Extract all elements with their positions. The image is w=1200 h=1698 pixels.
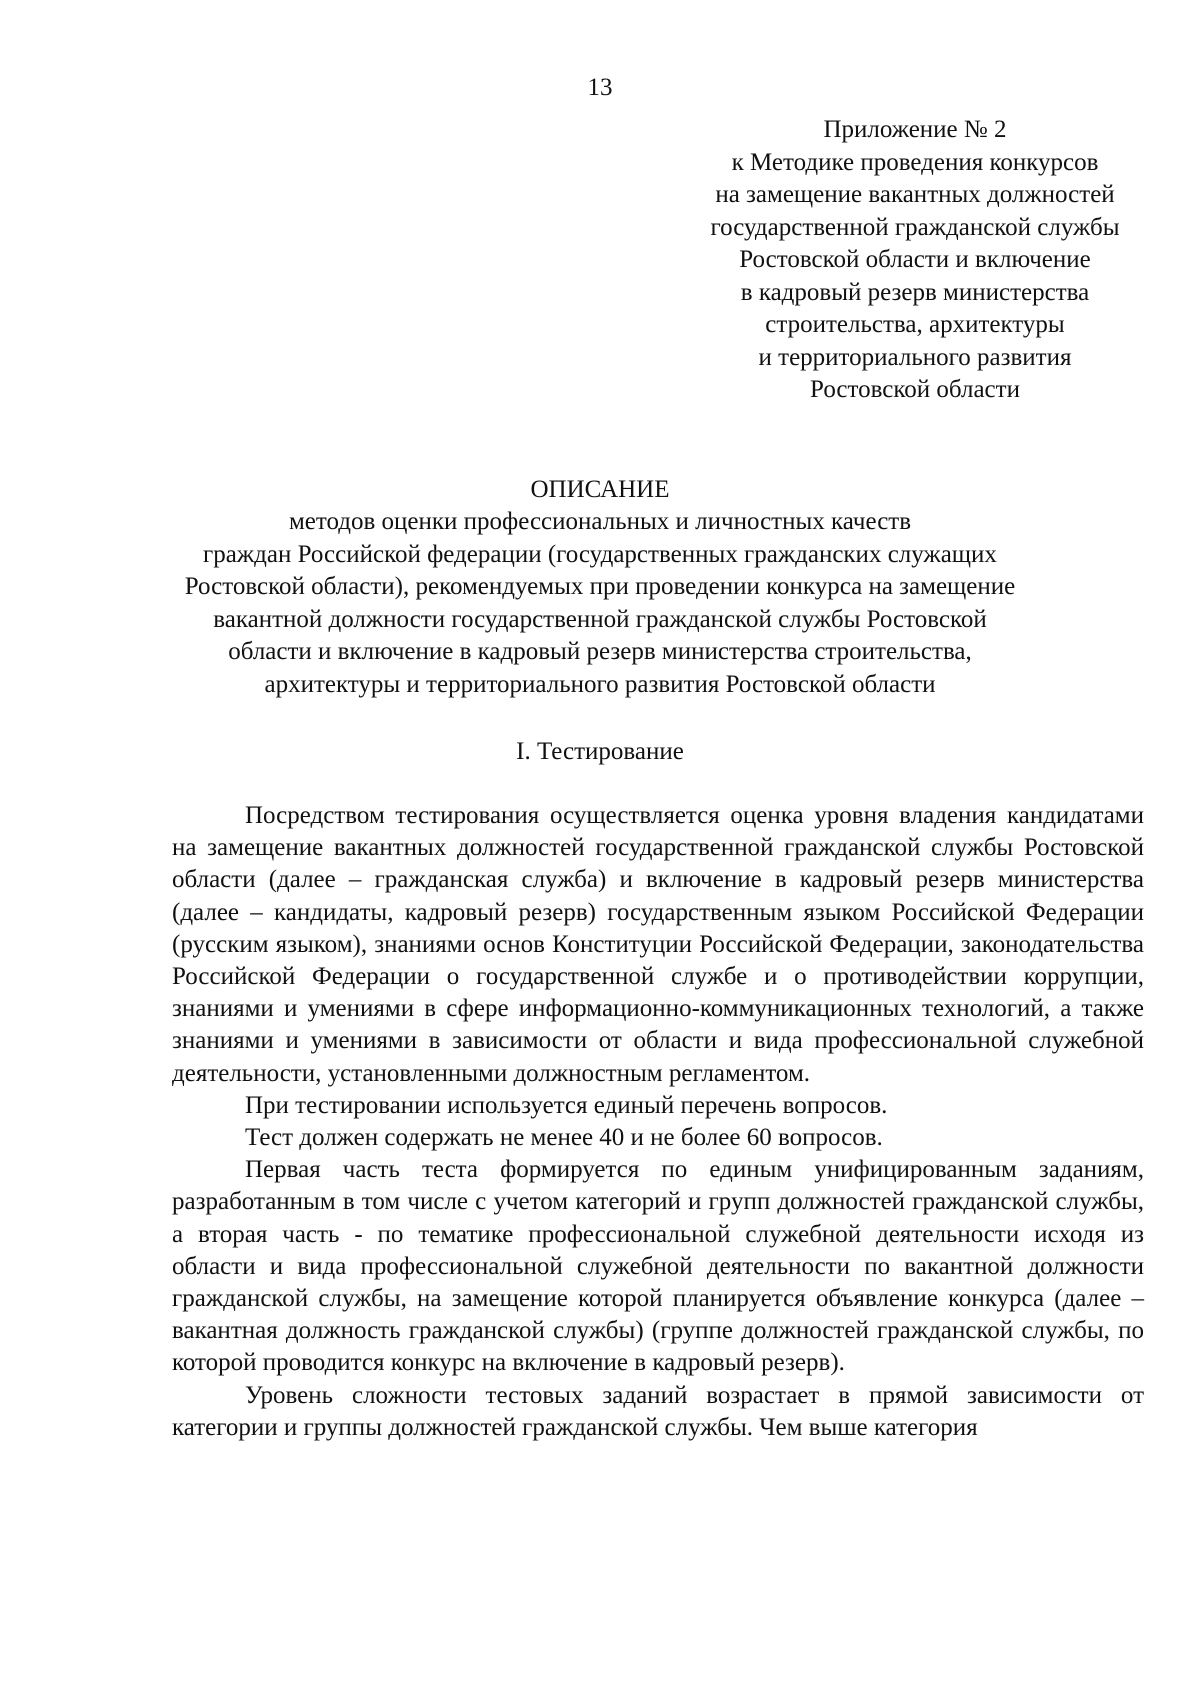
- subtitle-line: архитектуры и территориального развития Ростовской области: [264, 670, 936, 698]
- body-paragraph: Первая часть теста формируется по единым унифицированным заданиям, разработанным в том числе с учетом категорий и групп должностей гражданской службы, а вторая часть - по тематике профессиональной служебной деятельности исходя из области и вида профессиональной служебной деятельности по вакантной должности гражданской службы, на замещение которой планируется объявление конкурса (далее – вакантная должность гражданской службы) (группе должностей гражданской службы, по которой проводится конкурс на включение в кадровый резерв).: [172, 1156, 1144, 1377]
- body-paragraph: Посредством тестирования осуществляется оценка уровня владения кандидатами на замещение вакантных должностей государственной гражданской службы Ростовской области (далее – гражданская служба) и включение в кадровый резерв министерства (далее – кандидаты, кадровый резерв) государственным языком Российской Федерации (русским языком), знаниями основ Конституции Российской Федерации, законодательства Российской Федерации о государственной службе и о противодействии коррупции, знаниями и умениями в сфере информационно-коммуникационных технологий, а также знаниями и умениями в зависимости от области и вида профессиональной служебной деятельности, установленными должностным регламентом.: [172, 802, 1144, 1087]
- appendix-line: строительства, архитектуры: [765, 311, 1065, 338]
- body-paragraph: Тест должен содержать не менее 40 и не более 60 вопросов.: [245, 1124, 883, 1152]
- appendix-line: на замещение вакантных должностей: [715, 181, 1115, 208]
- appendix-line: государственной гражданской службы: [710, 213, 1120, 241]
- body-paragraph: Уровень сложности тестовых заданий возрастает в прямой зависимости от категории и группы должностей гражданской службы. Чем выше категория: [172, 1381, 1144, 1441]
- appendix-line: Ростовской области: [810, 376, 1020, 403]
- subtitle-line: вакантной должности государственной гражданской службы Ростовской: [213, 605, 987, 633]
- subtitle-line: области и включение в кадровый резерв министерства строительства,: [228, 638, 972, 665]
- appendix-line: Приложение № 2: [823, 116, 1007, 143]
- appendix-line: в кадровый резерв министерства: [740, 278, 1090, 306]
- document-title: ОПИСАНИЕ: [530, 476, 670, 503]
- appendix-header: [655, 114, 1175, 407]
- appendix-line: к Методике проведения конкурсов: [731, 148, 1099, 176]
- appendix-line: Ростовской области и включение: [739, 246, 1091, 273]
- subtitle-line: Ростовской области), рекомендуемых при проведении конкурса на замещение: [184, 573, 1016, 600]
- subtitle-line: граждан Российской федерации (государственных гражданских служащих: [203, 540, 997, 568]
- appendix-line: и территориального развития: [758, 343, 1072, 371]
- body-paragraph: При тестировании используется единый перечень вопросов.: [245, 1091, 888, 1119]
- document-subtitle: [150, 506, 1050, 701]
- section-heading: I. Тестирование: [516, 738, 684, 765]
- section-body: [172, 800, 1144, 1444]
- subtitle-line: методов оценки профессиональных и личностных качеств: [288, 508, 912, 535]
- page-number: 13: [587, 74, 613, 101]
